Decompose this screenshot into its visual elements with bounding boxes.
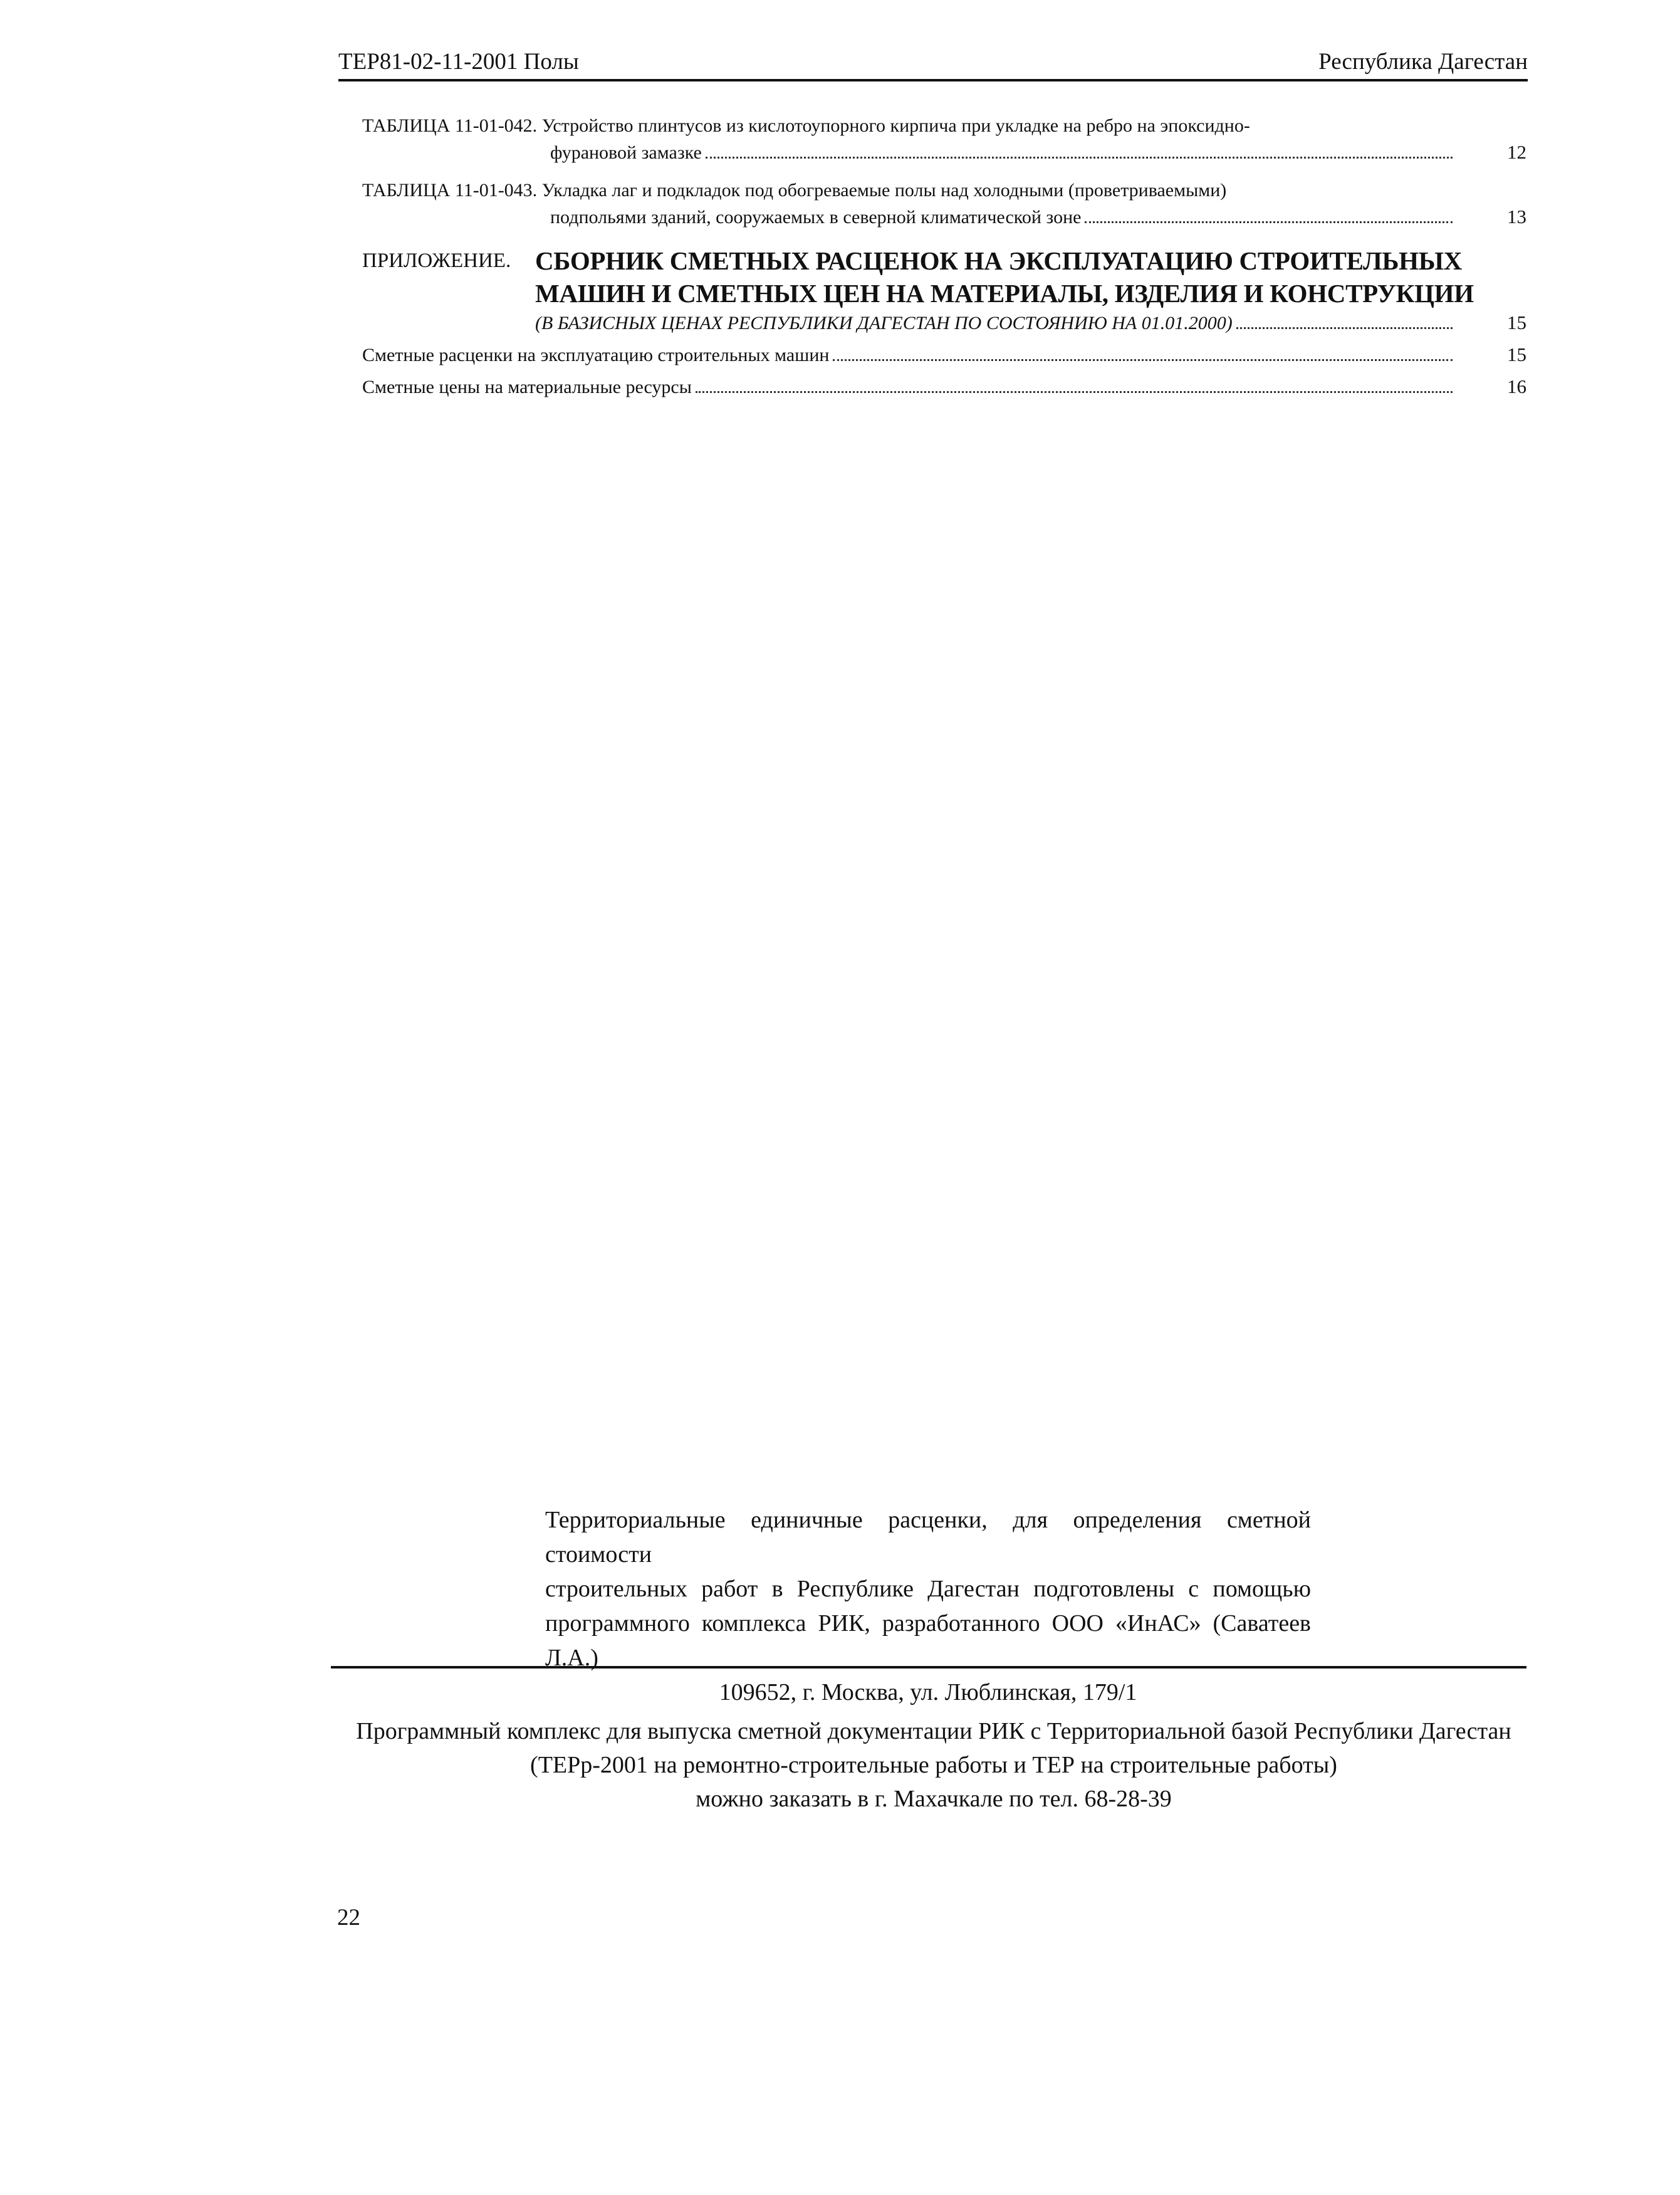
order-line: Программный комплекс для выпуска сметной документации РИК с Территориальной базой Республики Дагестан <box>356 1718 1511 1744</box>
toc-page-number: 13 <box>1507 206 1526 228</box>
leader-dots <box>696 391 1453 393</box>
credits-line: программного комплекса РИК, разработанного ООО «ИнАС» (Саватеев Л.А.) <box>545 1610 1311 1671</box>
page-number: 22 <box>337 1905 360 1930</box>
toc-entry-machine-rates[interactable] <box>362 339 1526 371</box>
toc-page-number: 15 <box>1507 343 1526 365</box>
order-line: можно заказать в г. Махачкале по тел. 68-28-39 <box>696 1786 1172 1812</box>
appendix-title-line1: СБОРНИК СМЕТНЫХ РАСЦЕНОК НА ЭКСПЛУАТАЦИЮ СТРОИТЕЛЬНЫХ <box>535 246 1463 275</box>
credits-address: 109652, г. Москва, ул. Люблинская, 179/1 <box>719 1679 1137 1705</box>
page-header <box>338 49 1528 81</box>
credits-line: Территориальные единичные расценки, для определения сметной стоимости <box>545 1507 1311 1568</box>
toc-page-number: 16 <box>1507 375 1526 397</box>
toc-entry-title-cont: подпольями зданий, сооружаемых в северной климатической зоне <box>550 207 1082 228</box>
toc-page-number: 15 <box>1507 312 1526 333</box>
toc-entry-appendix[interactable] <box>362 244 1526 337</box>
leader-dots <box>706 157 1453 159</box>
appendix-subtitle: (В БАЗИСНЫХ ЦЕНАХ РЕСПУБЛИКИ ДАГЕСТАН ПО СОСТОЯНИЮ НА 01.01.2000) <box>535 313 1233 333</box>
credits-line: строительных работ в Республике Дагестан подготовлены с помощью <box>545 1576 1311 1602</box>
table-of-contents <box>362 113 1526 403</box>
toc-entry-title: Сметные расценки на эксплуатацию строительных машин <box>362 345 830 365</box>
toc-entry-table-042[interactable] <box>362 113 1526 166</box>
appendix-title-line2: МАШИН И СМЕТНЫХ ЦЕН НА МАТЕРИАЛЫ, ИЗДЕЛИЯ И КОНСТРУКЦИИ <box>535 279 1474 308</box>
header-region: Республика Дагестан <box>1318 49 1528 75</box>
toc-entry-material-prices[interactable] <box>362 371 1526 403</box>
leader-dots <box>1236 327 1453 329</box>
toc-entry-table-043[interactable] <box>362 177 1526 231</box>
toc-page-number: 12 <box>1507 141 1526 163</box>
credits-block <box>545 1503 1311 1710</box>
toc-entry-title: ТАБЛИЦА 11-01-042. Устройство плинтусов из кислотоупорного кирпича при укладке на ребро на эпоксидно- <box>362 115 1250 136</box>
toc-entry-title: ТАБЛИЦА 11-01-043. Укладка лаг и подкладок под обогреваемые полы над холодными (проветриваемыми) <box>362 180 1227 201</box>
toc-entry-title-cont: фурановой замазке <box>550 142 702 163</box>
leader-dots <box>833 359 1453 361</box>
order-info-block <box>338 1714 1529 1816</box>
separator-rule <box>331 1666 1526 1669</box>
appendix-prefix: ПРИЛОЖЕНИЕ. <box>362 249 511 272</box>
leader-dots <box>1085 221 1453 223</box>
toc-entry-title: Сметные цены на материальные ресурсы <box>362 377 692 397</box>
order-line: (ТЕРр-2001 на ремонтно-строительные работы и ТЕР на строительные работы) <box>530 1752 1337 1778</box>
header-document-code: ТЕР81-02-11-2001 Полы <box>338 49 579 75</box>
